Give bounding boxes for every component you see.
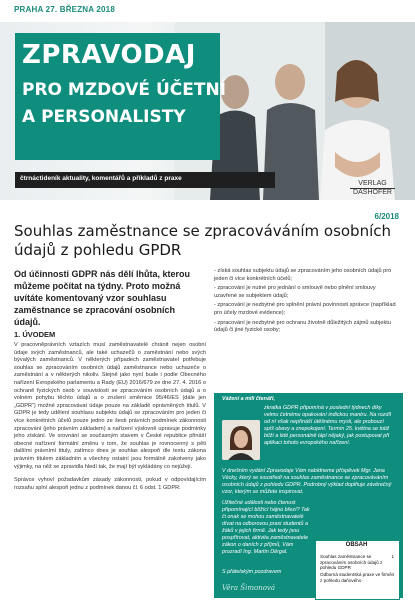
list-item: - zpracování je nezbytné pro ochranu životně důležitých zájmů subjektu údajů či jiné fyzické osoby; xyxy=(214,319,391,334)
editorial-paragraph: zkratka GDPR připomíná v poslední týdnech díky velmu četnému opakování indickou mantru. Na rozdíl od ní však nepřináší útěšnému mysli, ale probouzí spíš obavy a znepokojení. Termín 25. května se totiž blíží a lidé personálně tápí nějaký, jak postupovat při aplikaci tohoto evropského nařízení. xyxy=(264,405,392,446)
article-title: Souhlas zaměstnance se zpracováváním osobních údajů z pohledu GPDR xyxy=(14,222,392,259)
publisher-logo xyxy=(350,180,395,197)
list-item: - zpracování je nezbytné pro splnění právní povinnosti správce (například pro účely mzdové evidence); xyxy=(214,302,396,316)
lawful-basis-list xyxy=(214,268,400,337)
list-item: - získá souhlas subjektu údajů se zpracováním jeho osobních údajů pro jeden či více konkrétních účelů; xyxy=(214,268,392,282)
editorial-closing: S přátelským pozdravem xyxy=(222,569,282,575)
contents-item-page: 1 xyxy=(391,554,394,559)
article-paragraph: Správce vyhoví požadavkům zásady zákonnosti, pokud v odpovídajícím rozsahu splní alespoň jednu z podmínek danou čl. 6 odst. 1 GDPR: xyxy=(14,477,206,491)
contents-heading: OBSAH xyxy=(345,542,368,548)
article-column-1 xyxy=(14,342,206,492)
contents-item[interactable] xyxy=(320,572,394,583)
article-lead: Od účinnosti GDPR nás dělí lhůta, kterou můžeme počítat na týdny. Proto možná uvítáte komentovaný vzor souhlasu zaměstnance se zpracování osobních údajů. xyxy=(14,269,191,327)
editorial-paragraph: Užitečné události nebo čtenost připomínající blížící hájno březí? Tak či onak se mohou zaměstnavatelé dívat na odborovou praxi studentů a žáků v jejich firmě. Jak tedy jsou pospřírovat, aktivita zaměstnavatele zákon o daních z příjmů, Vám prozradí Ing. Martin Děrgal. xyxy=(222,500,310,555)
publisher-logo-line2: DASHOFER xyxy=(353,189,392,196)
publisher-logo-line1: VERLAG xyxy=(350,180,395,189)
section-heading: 1. ÚVODEM xyxy=(14,330,56,339)
editor-portrait-icon xyxy=(222,420,260,460)
top-bar xyxy=(0,0,415,22)
contents-item[interactable] xyxy=(320,554,394,571)
issue-number: 6/2018 xyxy=(374,212,399,221)
masthead-title: ZPRAVODAJ xyxy=(22,40,196,70)
contents-item-text: Odborná studentská praxe ve firmě z pohledu daňového xyxy=(320,572,392,583)
issue-date: PRAHA 27. BŘEZNA 2018 xyxy=(14,5,115,14)
list-item: - zpracování je nutné pro jednání o smlouvě nebo plnění smlouvy uzavřené se subjektem údajů; xyxy=(214,285,376,299)
contents-item-page: 4 xyxy=(391,572,394,577)
masthead-subtitle: čtrnáctideník aktuality, komentářů a příkladů z praxe xyxy=(20,175,182,182)
contents-item-text: Souhlas zaměstnance se zpracováním osobních údajů z pohledu GDPR xyxy=(320,554,383,571)
masthead-title-line3: A PERSONALISTY xyxy=(22,107,186,127)
editor-photo xyxy=(222,420,260,460)
editorial-paragraph: V dnešním vydání Zpravodaje Vám nabídneme příspěvek Mgr. Jana Vécky, který se soustředí na souhlas zaměstnance se zpracováváním osobních údajů z pohledu GDPR. Podrobný výklad doplňuje závěrečný vzor, kterým se můžete inspirovat. xyxy=(222,468,392,495)
editorial-greeting: Vážení a milí čtenáři, xyxy=(222,396,276,402)
editor-signature: Věra Šimonová xyxy=(222,584,276,592)
masthead-title-line2: PRO MZDOVÉ ÚČETNÍ xyxy=(22,80,226,100)
article-paragraph: V pracovněprávních vztazích musí zaměstnavatelé chránit nejen osobní údaje svých zaměstnanců, ale také uchazečů o zaměstnání nebo svých bývalých zaměstnanců. V některých případech zaměstnavatel potřebuje souhlas se zpracováním osobních údajů zaměstnance nebo uchazeče o zaměstnání a v některých nikoliv. Stejně jako nyní bude i podle Obecného nařízení Evropského parlamentu a Rady (EU) 2016/679 ze dne 27. 4. 2016 o ochraně fyzických osob v souvislosti se zpracováním osobních údajů a o volném pohybu těchto údajů a o zrušení směrnice 95/46/ES (dále jen „GDPR“) možné zpracovávat údaje pouze na základě oprávněných titulů. V GDPR je tedy udělení souhlasu subjektu údajů se zpracováním pro jeden či více konkrétních účelů pouze jedno ze šesti právních podmínek zákonnosti zpracování (jeho právním základem) a nařízení výslovně upravuje podmínky jeho získání. Ve srovnání se současným stavem v České republice přináší obecné nařízení formální změnu v tom, že souhlas je rovnocenný s pěti dalšími právními tituly, zatímco dnes je souhlas alespoň dle textu zákona právním titulem základním a všechny ostatní jsou formálně zakotveny jako výjimky, na něž se zpravidla hledí tak, že mají být vykládány co nejúžeji. xyxy=(14,342,206,470)
